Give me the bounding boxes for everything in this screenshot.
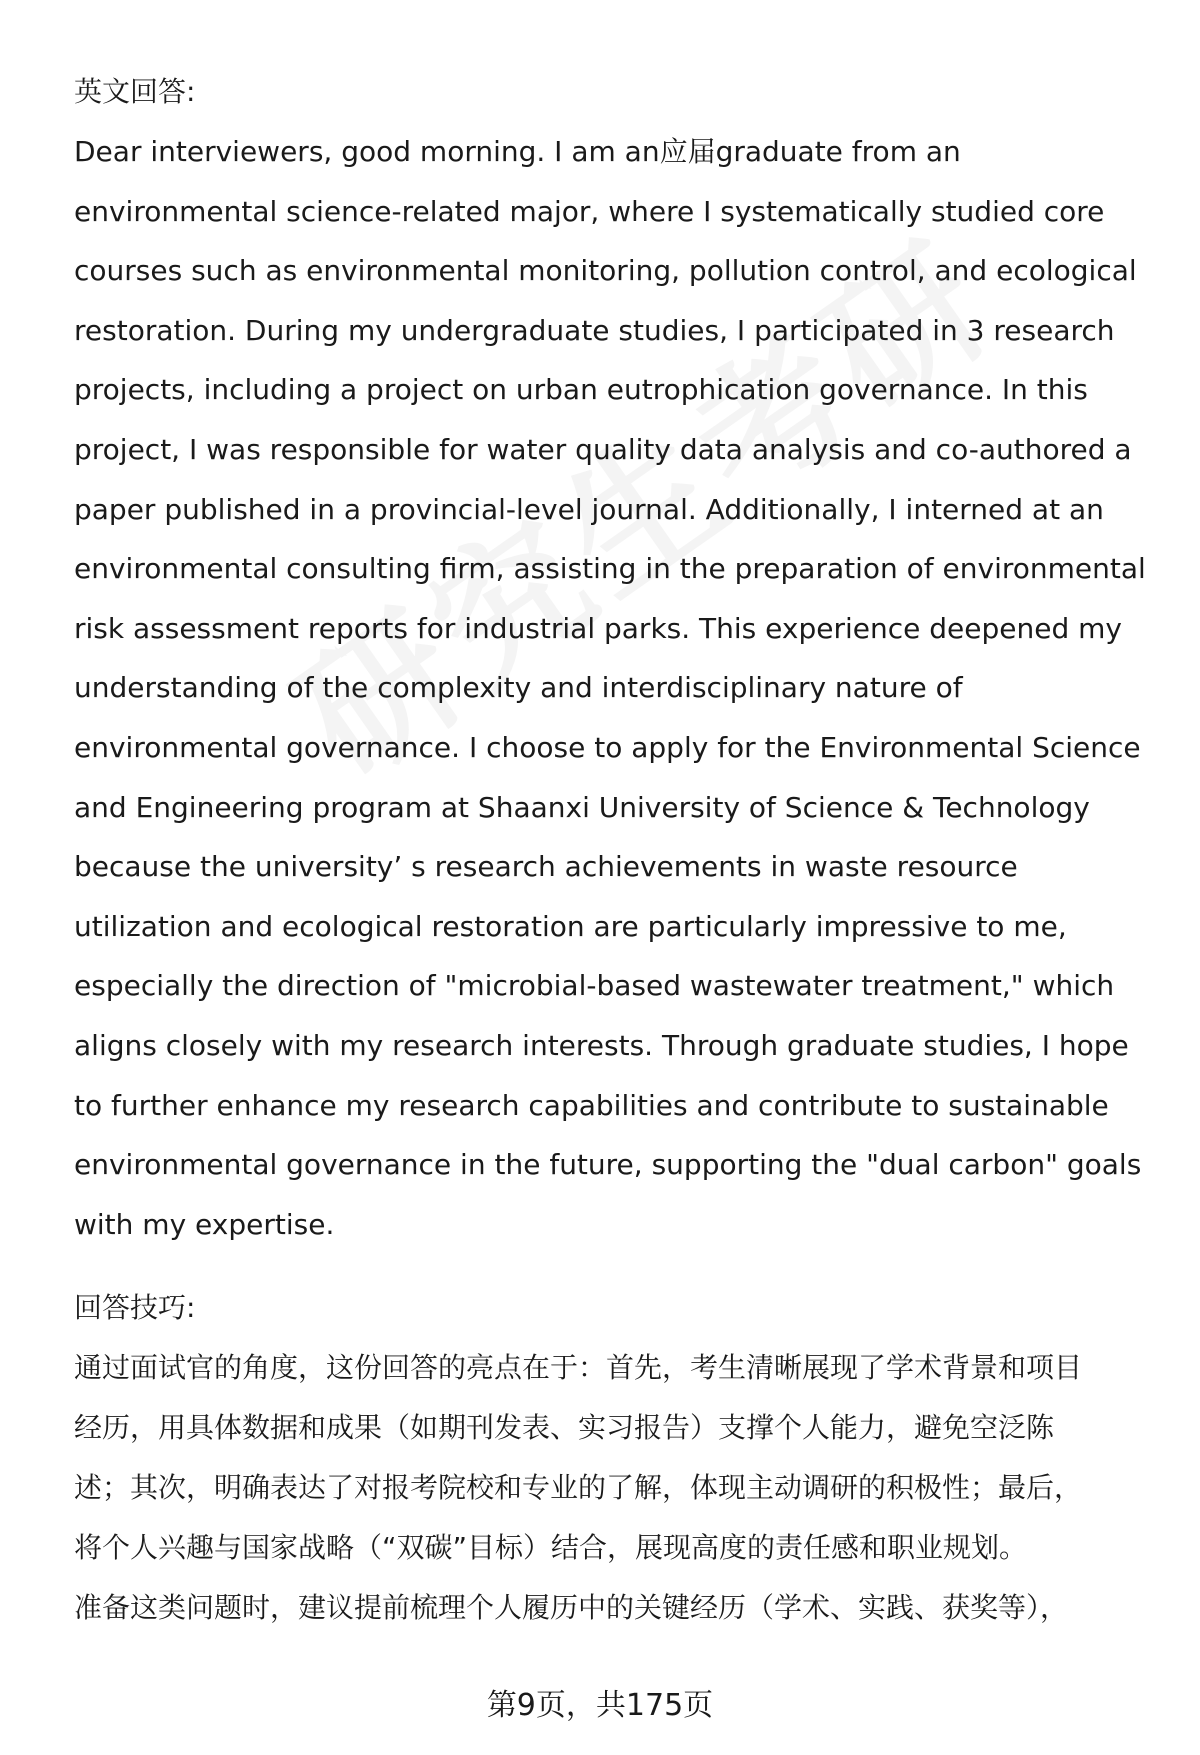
- page-number: 第9页，共175页: [486, 1688, 714, 1723]
- tips-line: 述；其次，明确表达了对报考院校和专业的了解，体现主动调研的积极性；最后，: [74, 1471, 1083, 1505]
- english-answer-text: Dear interviewers, good morning. I am an应届graduate from an environmental science-related major, where I systematically studied core courses such as environmental monitoring, pollution control, and ecological restoration. During my undergraduate studies, I participated in 3 research projects, including a project on urban eutrophication governance. In this project, I was responsible for water quality data analysis and co-authored a paper published in a provincial-level journal. Additionally, I interned at an environmental consulting firm, assisting in the preparation of environmental risk assessment reports for industrial parks. This experience deepened my understanding of the complexity and interdisciplinary nature of environmental governance. I choose to apply for the Environmental Science and Engineering program at Shaanxi University of Science & Technology because the university’ s research achievements in waste resource utilization and ecological restoration are particularly impressive to me, especially the direction of "microbial-based wastewater treatment," which aligns closely with my research interests. Through graduate studies, I hope to further enhance my research capabilities and contribute to sustainable environmental governance in the future, supporting the "dual carbon" goals with my expertise.: [74, 135, 1146, 1241]
- tips-line: 准备这类问题时，建议提前梳理个人履历中的关键经历（学术、实践、获奖等），: [74, 1591, 1069, 1625]
- tips-line: 将个人兴趣与国家战略（“双碳”目标）结合，展现高度的责任感和职业规划。: [74, 1531, 1028, 1565]
- tips-line: 通过面试官的角度，这份回答的亮点在于：首先，考生清晰展现了学术背景和项目: [74, 1351, 1083, 1385]
- tips-line: 经历，用具体数据和成果（如期刊发表、实习报告）支撑个人能力，避免空泛陈: [74, 1411, 1055, 1445]
- tips-heading: 回答技巧:: [74, 1291, 196, 1325]
- tips-text: [74, 1338, 1162, 1638]
- english-answer-heading: 英文回答:: [74, 75, 196, 108]
- document-body: [74, 62, 1162, 1638]
